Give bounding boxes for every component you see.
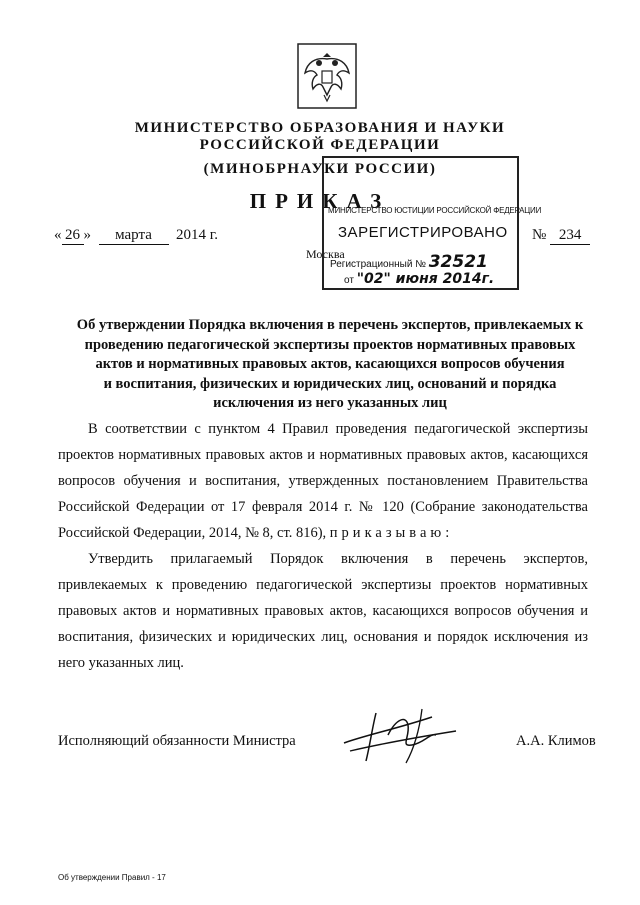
ministry-short-name: (МИНОБРНАУКИ РОССИИ)	[203, 161, 437, 177]
coat-of-arms-emblem	[297, 43, 357, 109]
order-city: Москва	[306, 247, 345, 261]
registration-stamp	[322, 156, 542, 290]
signatory-title: Исполняющий обязанности Министра	[58, 733, 296, 749]
stamp-date-label: от	[344, 275, 354, 286]
stamp-reg-value: 32521	[428, 252, 488, 272]
body-paragraph-1-text: В соответствии с пунктом 4 Правил проведения педагогической экспертизы проектов нормативных правовых актов и нормативных правовых актов, касающихся вопросов обучения и воспитания, утвержденных постановлением Правительства Российской Федерации от 17 февраля 2014 г. № 120 (Собрание законодательства Российской Федерации, 2014, № 8, ст. 816),	[58, 421, 588, 541]
body-paragraph-2	[58, 546, 588, 676]
heading-line: Об утверждении Порядка включения в перечень экспертов, привлекаемых к	[76, 317, 584, 333]
date-month: марта	[99, 227, 169, 245]
body-paragraph-2-text: Утвердить прилагаемый Порядок включения в перечень экспертов, привлекаемых к проведению педагогической экспертизы проектов нормативных правовых актов и нормативных правовых актов, касающихся вопросов обучения и воспитания, физических и юридических лиц, основания и порядок исключения из него указанных лиц.	[58, 551, 588, 671]
heading-line: актов и нормативных правовых актов, касающихся вопросов обучения	[95, 356, 565, 372]
signatory-name: А.А. Климов	[516, 733, 596, 749]
order-heading	[60, 316, 600, 414]
ministry-name-line1: МИНИСТЕРСТВО ОБРАЗОВАНИЯ И НАУКИ	[134, 120, 506, 136]
stamp-status: ЗАРЕГИСТРИРОВАНО	[338, 224, 508, 241]
heading-line: исключения из него указанных лиц	[213, 395, 447, 411]
date-open-quote: «	[54, 227, 62, 243]
heading-line: и воспитания, физических и юридических лиц, оснований и порядка	[103, 375, 557, 392]
stamp-date	[344, 271, 494, 287]
order-date	[54, 227, 218, 245]
date-day: 26	[62, 227, 84, 245]
stamp-reg-number	[330, 252, 488, 272]
date-close-quote: »	[83, 227, 91, 243]
heading-line: проведению педагогической экспертизы проектов нормативных правовых	[84, 336, 576, 353]
document-type-title: ПРИКАЗ	[249, 189, 391, 213]
order-number-value: 234	[550, 227, 590, 245]
document-footer: Об утверждении Правил - 17	[58, 873, 166, 882]
order-number	[532, 227, 590, 245]
handwritten-signature	[336, 705, 466, 765]
stamp-date-value: "02" июня 2014г.	[356, 271, 495, 287]
date-year: 2014 г.	[176, 227, 218, 243]
order-number-label: №	[532, 227, 547, 243]
stamp-authority: МИНИСТЕРСТВО ЮСТИЦИИ РОССИЙСКОЙ ФЕДЕРАЦИИ	[328, 206, 542, 215]
body-paragraph-1	[58, 416, 588, 546]
order-verb: приказываю:	[329, 525, 454, 541]
ministry-name-line2: РОССИЙСКОЙ ФЕДЕРАЦИИ	[199, 137, 441, 153]
stamp-reg-label: Регистрационный №	[330, 259, 426, 270]
